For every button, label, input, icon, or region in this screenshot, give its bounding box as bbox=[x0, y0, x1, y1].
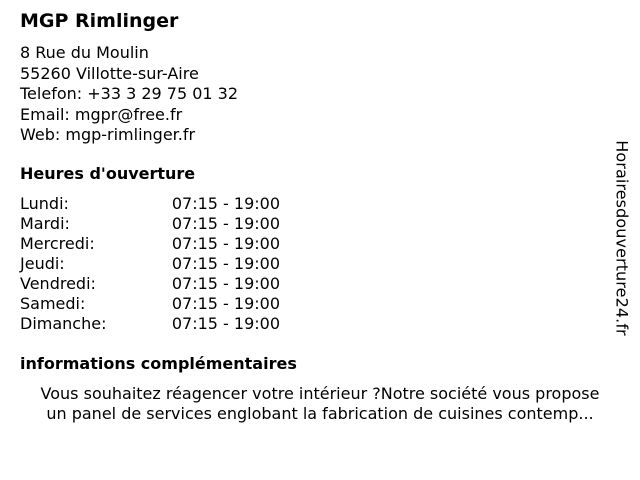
hours-row-mercredi bbox=[20, 234, 280, 254]
hours-row-samedi bbox=[20, 294, 280, 314]
hours-day: Mercredi: bbox=[20, 234, 95, 253]
hours-table bbox=[20, 194, 280, 334]
hours-day: Mardi: bbox=[20, 214, 70, 233]
hours-day: Dimanche: bbox=[20, 314, 107, 333]
hours-time: 07:15 - 19:00 bbox=[171, 274, 280, 293]
hours-row-jeudi bbox=[20, 254, 280, 274]
hours-time: 07:15 - 19:00 bbox=[171, 234, 280, 253]
hours-row-dimanche bbox=[20, 314, 280, 334]
hours-row-vendredi bbox=[20, 274, 280, 294]
info-line-1: Vous souhaitez réagencer votre intérieur ?Notre société vous propose bbox=[40, 384, 600, 403]
phone-line: Telefon: +33 3 29 75 01 32 bbox=[20, 84, 239, 103]
info-description bbox=[20, 384, 620, 424]
address-street: 8 Rue du Moulin bbox=[20, 43, 149, 62]
hours-day: Jeudi: bbox=[20, 254, 65, 273]
site-watermark: Horairesdouverture24.fr bbox=[612, 140, 632, 336]
info-heading: informations complémentaires bbox=[20, 354, 297, 373]
hours-day: Vendredi: bbox=[20, 274, 96, 293]
contact-block bbox=[20, 43, 238, 146]
hours-day: Samedi: bbox=[20, 294, 86, 313]
web-line: Web: mgp-rimlinger.fr bbox=[20, 125, 196, 144]
address-city: 55260 Villotte-sur-Aire bbox=[20, 63, 199, 83]
business-name: MGP Rimlinger bbox=[20, 10, 179, 32]
hours-row-mardi bbox=[20, 214, 280, 234]
hours-day: Lundi: bbox=[20, 194, 69, 213]
email-line: Email: mgpr@free.fr bbox=[20, 104, 183, 124]
hours-time: 07:15 - 19:00 bbox=[171, 214, 280, 233]
hours-heading: Heures d'ouverture bbox=[20, 164, 196, 183]
hours-time: 07:15 - 19:00 bbox=[171, 194, 280, 213]
info-line-2: un panel de services englobant la fabrication de cuisines contemp... bbox=[46, 404, 594, 423]
hours-time: 07:15 - 19:00 bbox=[171, 254, 280, 273]
hours-time: 07:15 - 19:00 bbox=[171, 314, 280, 333]
hours-time: 07:15 - 19:00 bbox=[171, 294, 280, 313]
hours-row-lundi bbox=[20, 194, 280, 214]
